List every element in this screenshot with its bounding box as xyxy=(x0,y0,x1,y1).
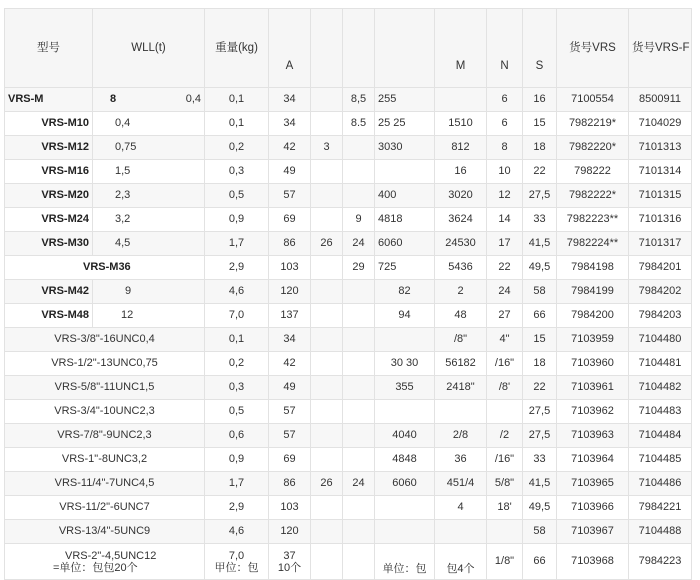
weight-cell: 4,6 xyxy=(205,520,269,544)
vrs-cell: 7982222* xyxy=(557,184,629,208)
a-cell: 49 xyxy=(269,160,311,184)
wll-cell: 3,2 xyxy=(93,208,205,232)
model-cell: VRS-M xyxy=(5,88,93,112)
weight-cell: 0,1 xyxy=(205,112,269,136)
m-cell: 48 xyxy=(435,304,487,328)
c-cell xyxy=(343,184,375,208)
vrs-cell: 7103960 xyxy=(557,352,629,376)
c-cell xyxy=(343,328,375,352)
s-cell: 49,5 xyxy=(523,496,557,520)
header-d xyxy=(375,9,435,88)
d-cell: 355 xyxy=(375,376,435,400)
table-row xyxy=(5,88,692,112)
vrsf-cell: 7984221 xyxy=(629,496,692,520)
vrs-cell: 7982223** xyxy=(557,208,629,232)
wll-cell: 2,3 xyxy=(93,184,205,208)
model-cell: VRS-1"-8UNC3,2 xyxy=(5,448,205,472)
b-cell xyxy=(311,280,343,304)
m-cell: 包4个 xyxy=(435,544,487,580)
weight-cell: 1,7 xyxy=(205,232,269,256)
s-cell: 18 xyxy=(523,136,557,160)
n-cell: /16" xyxy=(487,352,523,376)
d-cell xyxy=(375,328,435,352)
c-cell xyxy=(343,280,375,304)
weight-cell: 0,3 xyxy=(205,160,269,184)
weight-cell: 0,2 xyxy=(205,352,269,376)
table-row xyxy=(5,136,692,160)
header-row xyxy=(5,9,692,88)
b-cell xyxy=(311,400,343,424)
wll-cell: 9 xyxy=(93,280,205,304)
c-cell xyxy=(343,544,375,580)
s-cell: 58 xyxy=(523,520,557,544)
vrsf-cell: 7104483 xyxy=(629,400,692,424)
m-cell: 2/8 xyxy=(435,424,487,448)
model-cell: VRS-M48 xyxy=(5,304,93,328)
a-cell: 42 xyxy=(269,352,311,376)
model-line-2: =单位：包包20个 xyxy=(53,561,138,574)
a-cell: 103 xyxy=(269,256,311,280)
model-cell: VRS-5/8"-11UNC1,5 xyxy=(5,376,205,400)
s-cell: 66 xyxy=(523,304,557,328)
vrs-cell: 7982220* xyxy=(557,136,629,160)
b-cell: 26 xyxy=(311,472,343,496)
a-cell: 103 xyxy=(269,496,311,520)
c-cell: 24 xyxy=(343,232,375,256)
model-suffix: 8 xyxy=(110,93,117,105)
vrsf-cell: 7984201 xyxy=(629,256,692,280)
b-cell xyxy=(311,520,343,544)
weight-cell: 0,9 xyxy=(205,448,269,472)
n-cell xyxy=(487,400,523,424)
model-cell: VRS-13/4"-5UNC9 xyxy=(5,520,205,544)
n-cell: 22 xyxy=(487,256,523,280)
header-model: 型号 xyxy=(5,9,93,88)
n-cell: /16" xyxy=(487,448,523,472)
d-cell: 82 xyxy=(375,280,435,304)
b-cell xyxy=(311,160,343,184)
vrsf-cell: 7984203 xyxy=(629,304,692,328)
a-cell: 34 xyxy=(269,88,311,112)
model-cell: VRS-M30 xyxy=(5,232,93,256)
wll-value: 0,4 xyxy=(185,93,201,105)
n-cell: 5/8" xyxy=(487,472,523,496)
model-line-1: VRS-2"-4,5UNC12 xyxy=(65,549,157,562)
m-cell xyxy=(435,520,487,544)
c-cell: 9 xyxy=(343,208,375,232)
header-n: N xyxy=(487,9,523,88)
vrs-cell: 7982219* xyxy=(557,112,629,136)
weight-cell: 0,3 xyxy=(205,376,269,400)
s-cell: 15 xyxy=(523,328,557,352)
a-cell: 86 xyxy=(269,232,311,256)
model-cell: VRS-M42 xyxy=(5,280,93,304)
b-cell xyxy=(311,304,343,328)
header-b xyxy=(311,9,343,88)
vrsf-cell: 7104480 xyxy=(629,328,692,352)
s-cell: 41,5 xyxy=(523,472,557,496)
vrsf-cell: 7101316 xyxy=(629,208,692,232)
m-cell: 2 xyxy=(435,280,487,304)
n-cell: /8' xyxy=(487,376,523,400)
weight-line-2: 甲位：包 xyxy=(214,561,259,574)
m-cell: 3020 xyxy=(435,184,487,208)
s-cell: 27,5 xyxy=(523,184,557,208)
table-row xyxy=(5,208,692,232)
d-cell: 25 25 xyxy=(375,112,435,136)
table-row xyxy=(5,280,692,304)
n-cell: /2 xyxy=(487,424,523,448)
m-cell: 812 xyxy=(435,136,487,160)
vrs-cell: 7984198 xyxy=(557,256,629,280)
model-cell: VRS-M12 xyxy=(5,136,93,160)
m-cell: 1510 xyxy=(435,112,487,136)
wll-cell: 0,4 xyxy=(93,112,205,136)
s-cell: 66 xyxy=(523,544,557,580)
header-wll: WLL(t) xyxy=(93,9,205,88)
weight-cell xyxy=(205,544,269,580)
weight-cell: 0,1 xyxy=(205,88,269,112)
a-cell: 137 xyxy=(269,304,311,328)
vrs-cell: 7103961 xyxy=(557,376,629,400)
vrsf-cell: 7104484 xyxy=(629,424,692,448)
model-cell: VRS-3/4"-10UNC2,3 xyxy=(5,400,205,424)
vrs-cell: 7103965 xyxy=(557,472,629,496)
n-cell xyxy=(487,520,523,544)
table-row xyxy=(5,448,692,472)
vrsf-cell: 7101314 xyxy=(629,160,692,184)
wll-cell: 1,5 xyxy=(93,160,205,184)
d-cell: 4040 xyxy=(375,424,435,448)
vrs-cell: 798222 xyxy=(557,160,629,184)
d-cell: 30 30 xyxy=(375,352,435,376)
a-cell: 86 xyxy=(269,472,311,496)
table-row xyxy=(5,472,692,496)
s-cell: 33 xyxy=(523,448,557,472)
vrs-cell: 7100554 xyxy=(557,88,629,112)
weight-cell: 4,6 xyxy=(205,280,269,304)
header-s: S xyxy=(523,9,557,88)
c-cell: 8,5 xyxy=(343,88,375,112)
table-row xyxy=(5,352,692,376)
d-cell: 725 xyxy=(375,256,435,280)
c-cell xyxy=(343,400,375,424)
d-cell: 单位：包 xyxy=(375,544,435,580)
n-cell: 12 xyxy=(487,184,523,208)
s-cell: 27,5 xyxy=(523,400,557,424)
table-row xyxy=(5,232,692,256)
d-cell xyxy=(375,520,435,544)
header-item-vrs: 货号VRS xyxy=(557,9,629,88)
a-cell: 120 xyxy=(269,280,311,304)
wll-cell: 12 xyxy=(93,304,205,328)
a-cell: 34 xyxy=(269,112,311,136)
model-cell: VRS-11/2"-6UNC7 xyxy=(5,496,205,520)
b-cell xyxy=(311,208,343,232)
b-cell xyxy=(311,448,343,472)
s-cell: 33 xyxy=(523,208,557,232)
b-cell: 3 xyxy=(311,136,343,160)
a-cell: 120 xyxy=(269,520,311,544)
m-cell xyxy=(435,400,487,424)
vrsf-cell: 7104488 xyxy=(629,520,692,544)
n-cell: 4" xyxy=(487,328,523,352)
vrsf-cell: 7104485 xyxy=(629,448,692,472)
n-cell: 6 xyxy=(487,112,523,136)
a-cell: 57 xyxy=(269,400,311,424)
d-cell: 94 xyxy=(375,304,435,328)
c-cell xyxy=(343,496,375,520)
n-cell: 6 xyxy=(487,88,523,112)
header-m: M xyxy=(435,9,487,88)
n-cell: 24 xyxy=(487,280,523,304)
weight-cell: 2,9 xyxy=(205,256,269,280)
vrsf-cell: 7101317 xyxy=(629,232,692,256)
b-cell xyxy=(311,88,343,112)
header-weight: 重量(kg) xyxy=(205,9,269,88)
wll-cell: 4,5 xyxy=(93,232,205,256)
weight-cell: 1,7 xyxy=(205,472,269,496)
model-cell: VRS-M16 xyxy=(5,160,93,184)
header-item-vrsf: 货号VRS-F xyxy=(629,9,692,88)
weight-cell: 0,5 xyxy=(205,400,269,424)
weight-cell: 0,2 xyxy=(205,136,269,160)
n-cell: 17 xyxy=(487,232,523,256)
s-cell: 16 xyxy=(523,88,557,112)
c-cell xyxy=(343,424,375,448)
model-cell: VRS-M24 xyxy=(5,208,93,232)
wll-cell: 0,75 xyxy=(93,136,205,160)
c-cell xyxy=(343,136,375,160)
weight-cell: 2,9 xyxy=(205,496,269,520)
b-cell xyxy=(311,544,343,580)
vrs-cell: 7103962 xyxy=(557,400,629,424)
model-cell: VRS-M20 xyxy=(5,184,93,208)
weight-cell: 0,9 xyxy=(205,208,269,232)
n-cell: 14 xyxy=(487,208,523,232)
a-cell xyxy=(269,544,311,580)
header-c xyxy=(343,9,375,88)
table-row xyxy=(5,328,692,352)
m-cell: 16 xyxy=(435,160,487,184)
c-cell xyxy=(343,304,375,328)
model-cell xyxy=(5,544,205,580)
vrsf-cell: 7984223 xyxy=(629,544,692,580)
c-cell: 29 xyxy=(343,256,375,280)
m-cell: 2418" xyxy=(435,376,487,400)
s-cell: 27,5 xyxy=(523,424,557,448)
wll-cell xyxy=(93,88,205,112)
s-cell: 49,5 xyxy=(523,256,557,280)
d-cell: 6060 xyxy=(375,232,435,256)
table-row xyxy=(5,304,692,328)
table-row xyxy=(5,256,692,280)
a-cell: 57 xyxy=(269,184,311,208)
vrsf-cell: 7104482 xyxy=(629,376,692,400)
vrs-cell: 7103967 xyxy=(557,520,629,544)
m-cell: 4 xyxy=(435,496,487,520)
table-row xyxy=(5,424,692,448)
m-cell: 56182 xyxy=(435,352,487,376)
d-cell: 4848 xyxy=(375,448,435,472)
table-row xyxy=(5,160,692,184)
a-cell: 42 xyxy=(269,136,311,160)
s-cell: 22 xyxy=(523,160,557,184)
vrs-cell: 7984199 xyxy=(557,280,629,304)
d-cell xyxy=(375,496,435,520)
table-row xyxy=(5,184,692,208)
c-cell xyxy=(343,160,375,184)
d-cell: 400 xyxy=(375,184,435,208)
vrsf-cell: 7104486 xyxy=(629,472,692,496)
s-cell: 15 xyxy=(523,112,557,136)
table-row xyxy=(5,496,692,520)
b-cell xyxy=(311,376,343,400)
weight-cell: 0,5 xyxy=(205,184,269,208)
s-cell: 18 xyxy=(523,352,557,376)
d-cell: 6060 xyxy=(375,472,435,496)
vrs-cell: 7103964 xyxy=(557,448,629,472)
b-cell xyxy=(311,352,343,376)
vrs-cell: 7103963 xyxy=(557,424,629,448)
b-cell: 26 xyxy=(311,232,343,256)
a-cell: 69 xyxy=(269,448,311,472)
c-cell xyxy=(343,448,375,472)
model-cell: VRS-M36 xyxy=(5,256,205,280)
vrsf-cell: 7984202 xyxy=(629,280,692,304)
b-cell xyxy=(311,424,343,448)
vrs-cell: 7982224** xyxy=(557,232,629,256)
model-cell: VRS-7/8"-9UNC2,3 xyxy=(5,424,205,448)
s-cell: 41,5 xyxy=(523,232,557,256)
s-cell: 58 xyxy=(523,280,557,304)
vrs-cell: 7103959 xyxy=(557,328,629,352)
spec-table xyxy=(4,8,692,580)
d-cell: 4818 xyxy=(375,208,435,232)
m-cell xyxy=(435,88,487,112)
table-row xyxy=(5,400,692,424)
n-cell: 1/8" xyxy=(487,544,523,580)
a-cell: 57 xyxy=(269,424,311,448)
n-cell: 10 xyxy=(487,160,523,184)
b-cell xyxy=(311,496,343,520)
vrsf-cell: 7101315 xyxy=(629,184,692,208)
m-cell: /8" xyxy=(435,328,487,352)
model-cell: VRS-M10 xyxy=(5,112,93,136)
b-cell xyxy=(311,184,343,208)
c-cell: 8.5 xyxy=(343,112,375,136)
n-cell: 8 xyxy=(487,136,523,160)
model-cell: VRS-11/4"-7UNC4,5 xyxy=(5,472,205,496)
c-cell xyxy=(343,352,375,376)
b-cell xyxy=(311,112,343,136)
vrsf-cell: 7101313 xyxy=(629,136,692,160)
model-cell: VRS-3/8"-16UNC0,4 xyxy=(5,328,205,352)
vrsf-cell: 8500911 xyxy=(629,88,692,112)
weight-cell: 7,0 xyxy=(205,304,269,328)
b-cell xyxy=(311,328,343,352)
n-cell: 18' xyxy=(487,496,523,520)
b-cell xyxy=(311,256,343,280)
model-cell: VRS-1/2"-13UNC0,75 xyxy=(5,352,205,376)
vrsf-cell: 7104481 xyxy=(629,352,692,376)
a-cell: 34 xyxy=(269,328,311,352)
m-cell: 36 xyxy=(435,448,487,472)
table-row xyxy=(5,376,692,400)
d-cell: 3030 xyxy=(375,136,435,160)
a-cell: 49 xyxy=(269,376,311,400)
m-cell: 3624 xyxy=(435,208,487,232)
m-cell: 24530 xyxy=(435,232,487,256)
d-cell xyxy=(375,160,435,184)
n-cell: 27 xyxy=(487,304,523,328)
a-line-2: 10个 xyxy=(277,561,302,574)
vrs-cell: 7103966 xyxy=(557,496,629,520)
a-cell: 69 xyxy=(269,208,311,232)
s-cell: 22 xyxy=(523,376,557,400)
header-a: A xyxy=(269,9,311,88)
m-cell: 451/4 xyxy=(435,472,487,496)
vrs-cell: 7103968 xyxy=(557,544,629,580)
d-cell xyxy=(375,400,435,424)
vrsf-cell: 7104029 xyxy=(629,112,692,136)
c-cell: 24 xyxy=(343,472,375,496)
a-line-1: 37 xyxy=(283,549,296,562)
table-row xyxy=(5,544,692,580)
table-row xyxy=(5,112,692,136)
m-cell: 5436 xyxy=(435,256,487,280)
vrs-cell: 7984200 xyxy=(557,304,629,328)
table-row xyxy=(5,520,692,544)
weight-cell: 0,1 xyxy=(205,328,269,352)
c-cell xyxy=(343,520,375,544)
weight-cell: 0,6 xyxy=(205,424,269,448)
c-cell xyxy=(343,376,375,400)
d-cell: 255 xyxy=(375,88,435,112)
weight-line-1: 7,0 xyxy=(228,549,245,562)
